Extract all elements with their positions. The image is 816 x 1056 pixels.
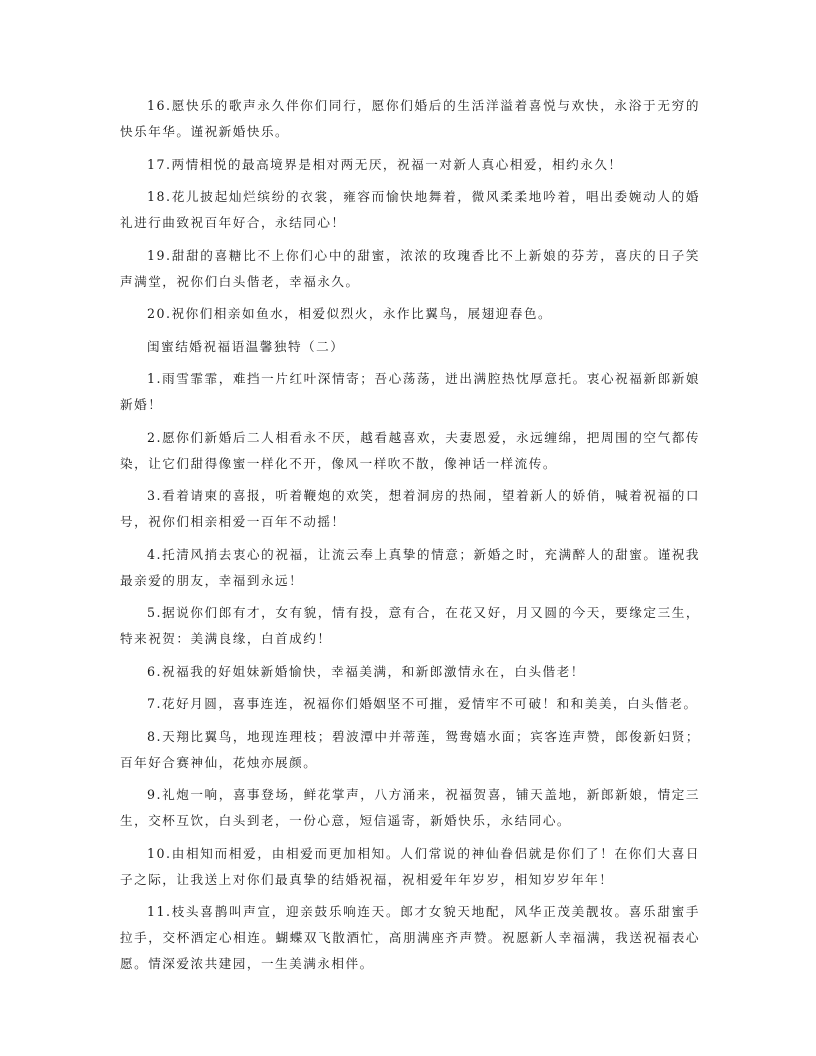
paragraph-20: 20.祝你们相亲如鱼水，相爱似烈火，永作比翼鸟，展翅迎春色。 — [147, 306, 553, 321]
paragraph-5: 5.据说你们郎有才，女有貌，情有投，意有合，在花又好，月又圆的今天，要缘定三生，特来祝贺：美满良缘，白首成约！ — [120, 605, 700, 646]
paragraph-6: 6.祝福我的好姐妹新婚愉快，幸福美满，和新郎激情永在，白头偕老！ — [147, 663, 585, 679]
paragraph-19: 19.甜甜的喜糖比不上你们心中的甜蜜，浓浓的玫瑰香比不上新娘的芬芳，喜庆的日子笑声满堂，祝你们白头偕老，幸福永久。 — [120, 247, 700, 289]
paragraph-1: 1.雨雪霏霏，难挡一片红叶深情寄；吾心荡荡，迸出满腔热忱厚意托。衷心祝福新郎新娘新婚！ — [120, 371, 700, 412]
paragraph-11: 11.枝头喜鹊叫声宣，迎亲鼓乐响连天。郎才女貌天地配，风华正茂美靓妆。喜乐甜蜜手拉手，交杯酒定心相连。蝴蝶双飞散酒忙，高朋满座齐声赞。祝愿新人幸福满，我送祝福表心愿。情深爱浓共建园，一生美满永相伴。 — [120, 904, 700, 971]
paragraph-16: 16.愿快乐的歌声永久伴你们同行，愿你们婚后的生活洋溢着喜悦与欢快，永浴于无穷的快乐年华。谨祝新婚快乐。 — [120, 98, 700, 139]
paragraph-7: 7.花好月圆，喜事连连，祝福你们婚姻坚不可摧，爱情牢不可破！和和美美，白头偕老。 — [147, 696, 698, 711]
paragraph-8: 8.天翔比翼鸟，地现连理枝；碧波潭中并蒂莲，鸳鸯嬉水面；宾客连声赞，郎俊新妇贤；百年好合赛神仙，花烛亦展颜。 — [120, 728, 700, 770]
paragraph-3: 3.看着请柬的喜报，听着鞭炮的欢笑，想着洞房的热闹，望着新人的娇俏，喊着祝福的口号，祝你们相亲相爱一百年不动摇！ — [120, 488, 700, 529]
paragraph-9: 9.礼炮一响，喜事登场，鲜花掌声，八方涌来，祝福贺喜，铺天盖地，新郎新娘，情定三生，交杯互饮，白头到老，一份心意，短信遥寄，新婚快乐，永结同心。 — [120, 787, 700, 828]
document-body — [120, 93, 700, 984]
paragraph-18: 18.花儿披起灿烂缤纷的衣裳，雍容而愉快地舞着，微风柔柔地吟着，唱出委婉动人的婚礼进行曲致祝百年好合，永结同心！ — [120, 189, 700, 230]
paragraph-17: 17.两情相悦的最高境界是相对两无厌，祝福一对新人真心相爱，相约永久！ — [147, 156, 623, 172]
section-heading: 闺蜜结婚祝福语温馨独特（二） — [147, 338, 345, 354]
paragraph-2: 2.愿你们新婚后二人相看永不厌，越看越喜欢，夫妻恩爱，永远缠绵，把周围的空气都传染，让它们甜得像蜜一样化不开，像风一样吹不散，像神话一样流传。 — [120, 429, 700, 471]
paragraph-4: 4.托清风捎去衷心的祝福，让流云奉上真挚的情意；新婚之时，充满醉人的甜蜜。谨祝我最亲爱的朋友，幸福到永远！ — [120, 546, 700, 588]
paragraph-10: 10.由相知而相爱，由相爱而更加相知。人们常说的神仙眷侣就是你们了！在你们大喜日子之际，让我送上对你们最真挚的结婚祝福，祝相爱年年岁岁，相知岁岁年年！ — [120, 845, 700, 887]
